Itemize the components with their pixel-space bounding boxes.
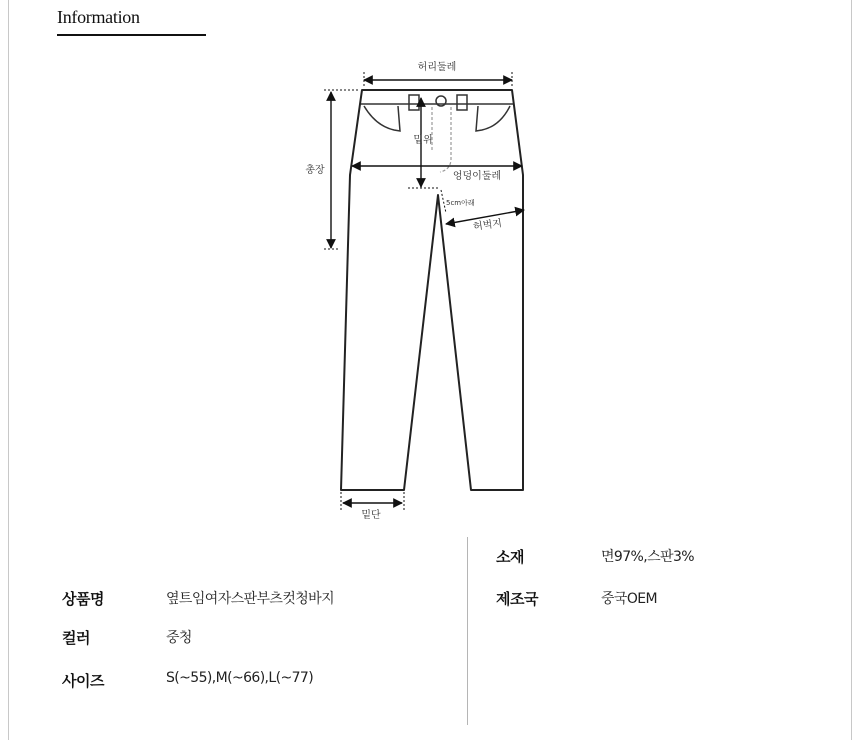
origin-label: 제조국	[496, 590, 538, 608]
color-value: 중청	[166, 630, 192, 646]
front-pockets	[364, 106, 510, 131]
waist-label: 허리둘레	[417, 62, 457, 73]
thigh-label: 허벅지	[472, 218, 503, 233]
hem-label: 밑단	[361, 510, 381, 521]
product-name-label: 상품명	[62, 590, 104, 608]
rise-label: 밑위	[413, 135, 433, 146]
size-label: 사이즈	[62, 672, 104, 690]
fly-stitching	[432, 107, 451, 172]
color-label: 컬러	[62, 629, 90, 647]
total-length-label: 총장	[305, 165, 325, 176]
product-name-value: 옆트임여자스판부츠컷청바지	[166, 591, 335, 607]
hip-label: 엉덩이둘레	[452, 171, 502, 182]
waistband	[361, 95, 513, 110]
origin-value: 중국OEM	[601, 591, 657, 607]
material-value: 면97%,스판3%	[601, 549, 694, 565]
section-title: Information	[57, 7, 140, 27]
size-value: S(~55),M(~66),L(~77)	[166, 670, 314, 686]
spec-column-divider	[467, 537, 468, 725]
thigh-offset-label: 5cm아래	[446, 199, 475, 207]
material-label: 소재	[496, 548, 524, 566]
